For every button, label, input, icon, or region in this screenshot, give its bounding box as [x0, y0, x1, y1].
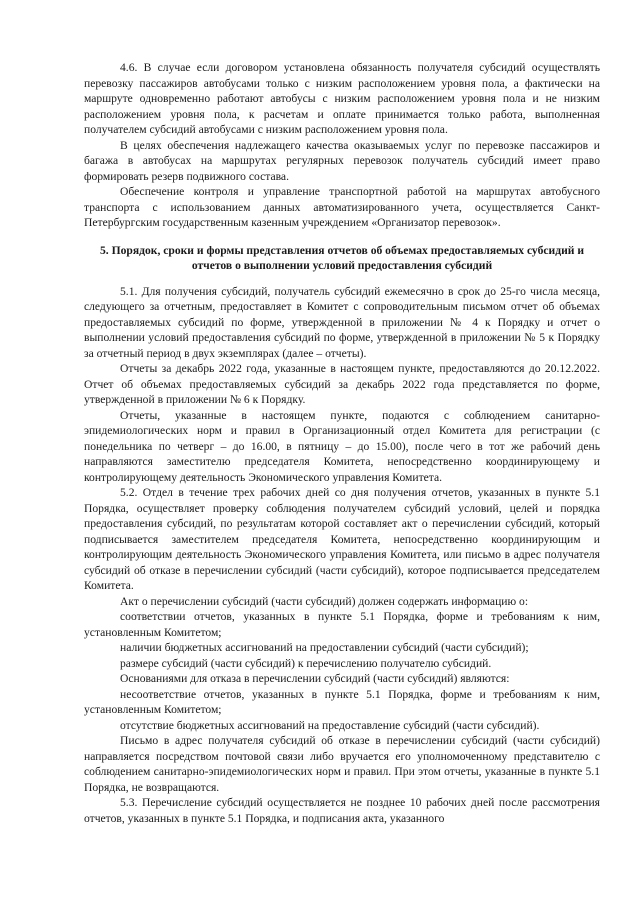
paragraph-control: Обеспечение контроля и управление транспортной работой на маршрутах автобусного транспорта с использованием данных автоматизированного учета, осуществляется Санкт-Петербургским государственным казенным учреждением «Организатор перевозок». [84, 185, 600, 229]
list-item-act-compliance: соответствии отчетов, указанных в пункте 5.1 Порядка, форме и требованиям к ним, установленным Комитетом; [84, 610, 600, 639]
paragraph-5-2: 5.2. Отдел в течение трех рабочих дней со дня получения отчетов, указанных в пункте 5.1 Порядка, осуществляет проверку соблюдения получателем субсидий условий, целей и порядка предоставления субсидий, по результатам которой составляет акт о перечислении субсидий, который подписывается заместителем председателя Комитета, непосредственно координирующим и контролирующим деятельность Экономического управления Комитета, или письмо в адрес получателя субсидий об отказе в перечислении субсидий (части субсидий), которое подписывается председателем Комитета. [84, 486, 600, 592]
list-item-refusal-noncompliance: несоответствие отчетов, указанных в пункте 5.1 Порядка, форме и требованиям к ним, установленным Комитетом; [84, 687, 600, 716]
list-item-refusal-no-budget: отсутствие бюджетных ассигнований на предоставление субсидий (части субсидий). [120, 718, 540, 732]
paragraph-december-reports: Отчеты за декабрь 2022 года, указанные в настоящем пункте, предоставляются до 20.12.2022. Отчет об объемах предоставляемых субсидий за декабрь 2022 года представляется по форме, утвержденной в приложении № 6 к Порядку. [84, 362, 600, 406]
document-body [84, 60, 600, 826]
paragraph-reserve: В целях обеспечения надлежащего качества оказываемых услуг по перевозке пассажиров и багажа в автобусах на маршрутах регулярных перевозок получатель субсидий имеет право формировать резерв подвижного состава. [84, 138, 600, 183]
paragraph-reports-submission: Отчеты, указанные в настоящем пункте, подаются с соблюдением санитарно-эпидемиологических норм и правил в Организационный отдел Комитета для регистрации (с понедельника по четверг – до 16.00, в пятницу – до 15.00), после чего в тот же рабочий день направляются заместителю председателя Комитета, непосредственно координирующему и контролирующему деятельность Экономического управления Комитета. [84, 408, 600, 484]
paragraph-4-6: 4.6. В случае если договором установлена обязанность получателя субсидий осуществлять перевозку пассажиров автобусами только с низким расположением уровня пола, а фактически на маршруте одновременно работают автобусы с низким расположением уровня пола и не низким расположением уровня пола, к расчетам и оплате принимается только работа, выполненная получателем субсидий автобусами с низким расположением уровня пола. [84, 61, 600, 136]
paragraph-refusal-grounds: Основаниями для отказа в перечислении субсидий (части субсидий) являются: [120, 672, 510, 685]
paragraph-5-1: 5.1. Для получения субсидий, получатель субсидий ежемесячно в срок до 25-го числа месяца, следующего за отчетным, предоставляет в Комитет с сопроводительным письмом отчет об объемах предоставляемых субсидий по форме, утвержденной в приложении № 4 к Порядку и отчет о выполнении условий предоставления субсидий по форме, утвержденной в приложении № 5 к Порядку за отчетный период в двух экземплярах (далее – отчеты). [84, 284, 600, 360]
section-5-heading: 5. Порядок, сроки и формы представления отчетов об объемах предоставляемых субсидий и отчетов о выполнении условий предоставления субсидий [99, 243, 585, 272]
list-item-act-budget: наличии бюджетных ассигнований на предоставлении субсидий (части субсидий); [120, 641, 529, 654]
paragraph-5-3: 5.3. Перечисление субсидий осуществляется не позднее 10 рабочих дней после рассмотрения отчетов, указанных в пункте 5.1 Порядка, и подписания акта, указанного [84, 796, 600, 825]
paragraph-act-content: Акт о перечислении субсидий (части субсидий) должен содержать информацию о: [120, 594, 529, 608]
paragraph-refusal-letter: Письмо в адрес получателя субсидий об отказе в перечислении субсидий (части субсидий) направляется посредством почтовой связи либо вручается его уполномоченному представителю с соблюдением санитарно-эпидемиологических норм и правил. При этом отчеты, указанные в пункте 5.1 Порядка, не возвращаются. [84, 734, 600, 794]
list-item-act-amount: размере субсидий (части субсидий) к перечислению получателю субсидий. [120, 656, 492, 670]
